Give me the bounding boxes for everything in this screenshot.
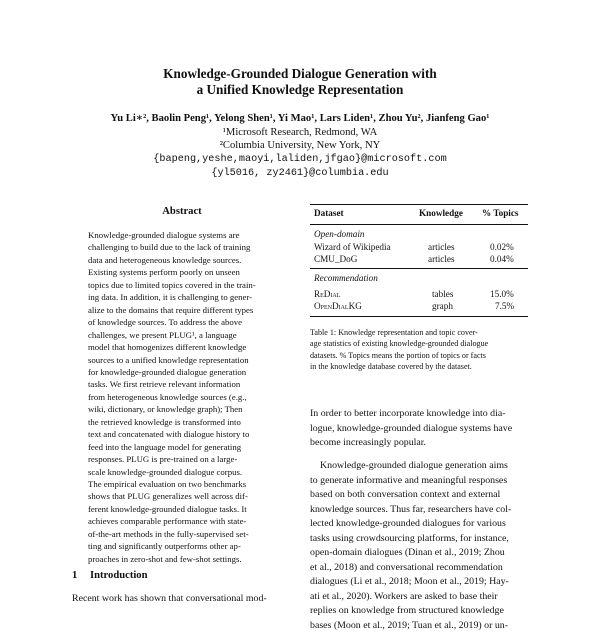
- affiliation-1: ¹Microsoft Research, Redmond, WA: [222, 127, 378, 138]
- body-line: to generate informative and meaningful responses: [310, 474, 508, 486]
- caption-line: datasets. % Topics means the portion of topics or facts: [310, 350, 486, 360]
- title-line-2: a Unified Knowledge Representation: [196, 82, 404, 97]
- caption-line: age statistics of existing knowledge-grounded dialogue: [310, 339, 489, 349]
- table-cell-topics: 15.0%: [490, 289, 514, 299]
- body-line: knowledge sources. Thus far, researchers have col-: [310, 503, 512, 515]
- table-cell-dataset: CMU_DoG: [314, 254, 358, 264]
- abstract-line: feed into the language model for generating: [88, 441, 242, 452]
- abstract-line: shows that PLUG generalizes well across dif-: [88, 491, 248, 502]
- table-group-recommendation: Recommendation: [314, 273, 378, 283]
- body-line: become increasingly popular.: [310, 437, 426, 448]
- abstract-line: text and concatenated with dialogue history to: [88, 429, 250, 440]
- table-mid-rule: [310, 268, 528, 269]
- body-line: replies on knowledge from structured knowledge: [310, 605, 504, 616]
- body-line: dialogues (Li et al., 2018; Moon et al., 2019; Hay-: [310, 576, 509, 587]
- abstract-line: Existing systems perform poorly on unseen: [88, 267, 240, 278]
- body-line: In order to better incorporate knowledge into dia-: [310, 408, 506, 419]
- abstract-line: ferent knowledge-grounded dialogue tasks. It: [88, 503, 247, 514]
- table-cell-knowledge: graph: [432, 301, 453, 311]
- abstract-line: ing data. In addition, it is challenging to gener-: [88, 292, 253, 303]
- abstract-line: of knowledge sources. To address the above: [88, 317, 243, 328]
- table-header-dataset: Dataset: [314, 208, 344, 218]
- table-top-rule: [310, 204, 528, 205]
- abstract-line: the retrieved knowledge is transformed into: [88, 416, 241, 427]
- abstract-line: sources to a unified knowledge representation: [88, 354, 249, 365]
- abstract-line: proaches in zero-shot and few-shot settings.: [88, 553, 242, 564]
- body-line: logue, knowledge-grounded dialogue systems have: [310, 422, 513, 434]
- abstract-line: model that homogenizes different knowledge: [88, 342, 247, 353]
- email-microsoft: {bapeng,yeshe,maoyi,laliden,jfgao}@microsoft.com: [153, 154, 447, 165]
- abstract-line: challenges, we present PLUG¹, a language: [88, 329, 237, 340]
- abstract-line: topics due to limited topics covered in the train-: [88, 279, 256, 290]
- table-cell-knowledge: tables: [432, 289, 454, 299]
- table-header-topics: % Topics: [482, 208, 519, 218]
- body-line: ati et al., 2020). Workers are asked to base their: [310, 590, 498, 602]
- body-line: et al., 2018) and conversational recommendation: [310, 561, 503, 573]
- affiliation-2: ²Columbia University, New York, NY: [219, 140, 381, 151]
- table-cell-dataset: OpenDialKG: [314, 301, 362, 311]
- table-cell-topics: 0.04%: [490, 254, 514, 264]
- section-number: 1: [72, 570, 78, 581]
- table-cell-topics: 7.5%: [495, 301, 515, 311]
- email-columbia: {yl5016, zy2461}@columbia.edu: [211, 168, 389, 179]
- table-cell-dataset: ReDial: [314, 289, 341, 299]
- caption-line: in the knowledge database covered by the dataset.: [310, 362, 472, 372]
- abstract-line: wiki, dictionary, or knowledge graph); Then: [88, 404, 243, 415]
- abstract-heading: Abstract: [162, 206, 202, 217]
- abstract-line: responses. PLUG is pre-trained on a large-: [88, 454, 238, 465]
- table-cell-dataset: Wizard of Wikipedia: [314, 242, 391, 252]
- abstract-line: scale knowledge-grounded dialogue corpus.: [88, 466, 243, 477]
- author-list: Yu Li∗², Baolin Peng¹, Yelong Shen¹, Yi Mao¹, Lars Liden¹, Zhou Yu², Jianfeng Gao¹: [110, 113, 490, 124]
- table-header-knowledge: Knowledge: [419, 208, 463, 218]
- body-line: tasks using crowdsourcing platforms, for instance,: [310, 532, 509, 544]
- abstract-line: of-the-art methods in the fully-supervised set-: [88, 528, 249, 539]
- table-cell-knowledge: articles: [428, 242, 455, 252]
- body-line: based on both conversation context and external: [310, 489, 501, 500]
- title-line-1: Knowledge-Grounded Dialogue Generation with: [163, 66, 437, 81]
- abstract-line: alize to the domains that require different types: [88, 304, 254, 315]
- section-heading-introduction: Introduction: [90, 570, 148, 581]
- table-header-rule: [310, 224, 528, 225]
- abstract-line: from heterogeneous knowledge sources (e.g.,: [88, 391, 247, 402]
- abstract-line: ting and significantly outperforms other ap-: [88, 541, 241, 552]
- table-cell-knowledge: articles: [428, 254, 455, 264]
- abstract-line: The empirical evaluation on two benchmarks: [88, 479, 247, 489]
- abstract-line: for knowledge-grounded dialogue generation: [88, 366, 247, 377]
- abstract-line: data and heterogeneous knowledge sources.: [88, 254, 242, 265]
- paper-title: [0, 66, 600, 98]
- abstract-line: challenging to build due to the lack of training: [88, 242, 251, 253]
- body-line: Knowledge-grounded dialogue generation aims: [320, 460, 508, 471]
- abstract-line: achieves comparable performance with state-: [88, 516, 247, 527]
- intro-first-line: Recent work has shown that conversational mod-: [72, 593, 267, 604]
- abstract-line: Knowledge-grounded dialogue systems are: [88, 230, 240, 240]
- body-line: bases (Moon et al., 2019; Tuan et al., 2019) or un-: [310, 619, 509, 631]
- abstract-line: tasks. We first retrieve relevant information: [88, 379, 241, 390]
- body-line: open-domain dialogues (Dinan et al., 2019; Zhou: [310, 547, 505, 558]
- caption-line: Table 1: Knowledge representation and topic cover-: [310, 328, 478, 337]
- table-cell-topics: 0.02%: [490, 242, 514, 252]
- body-line: lected knowledge-grounded dialogues for various: [310, 518, 506, 529]
- table-group-open-domain: Open-domain: [314, 229, 365, 239]
- table-bottom-rule: [310, 316, 528, 317]
